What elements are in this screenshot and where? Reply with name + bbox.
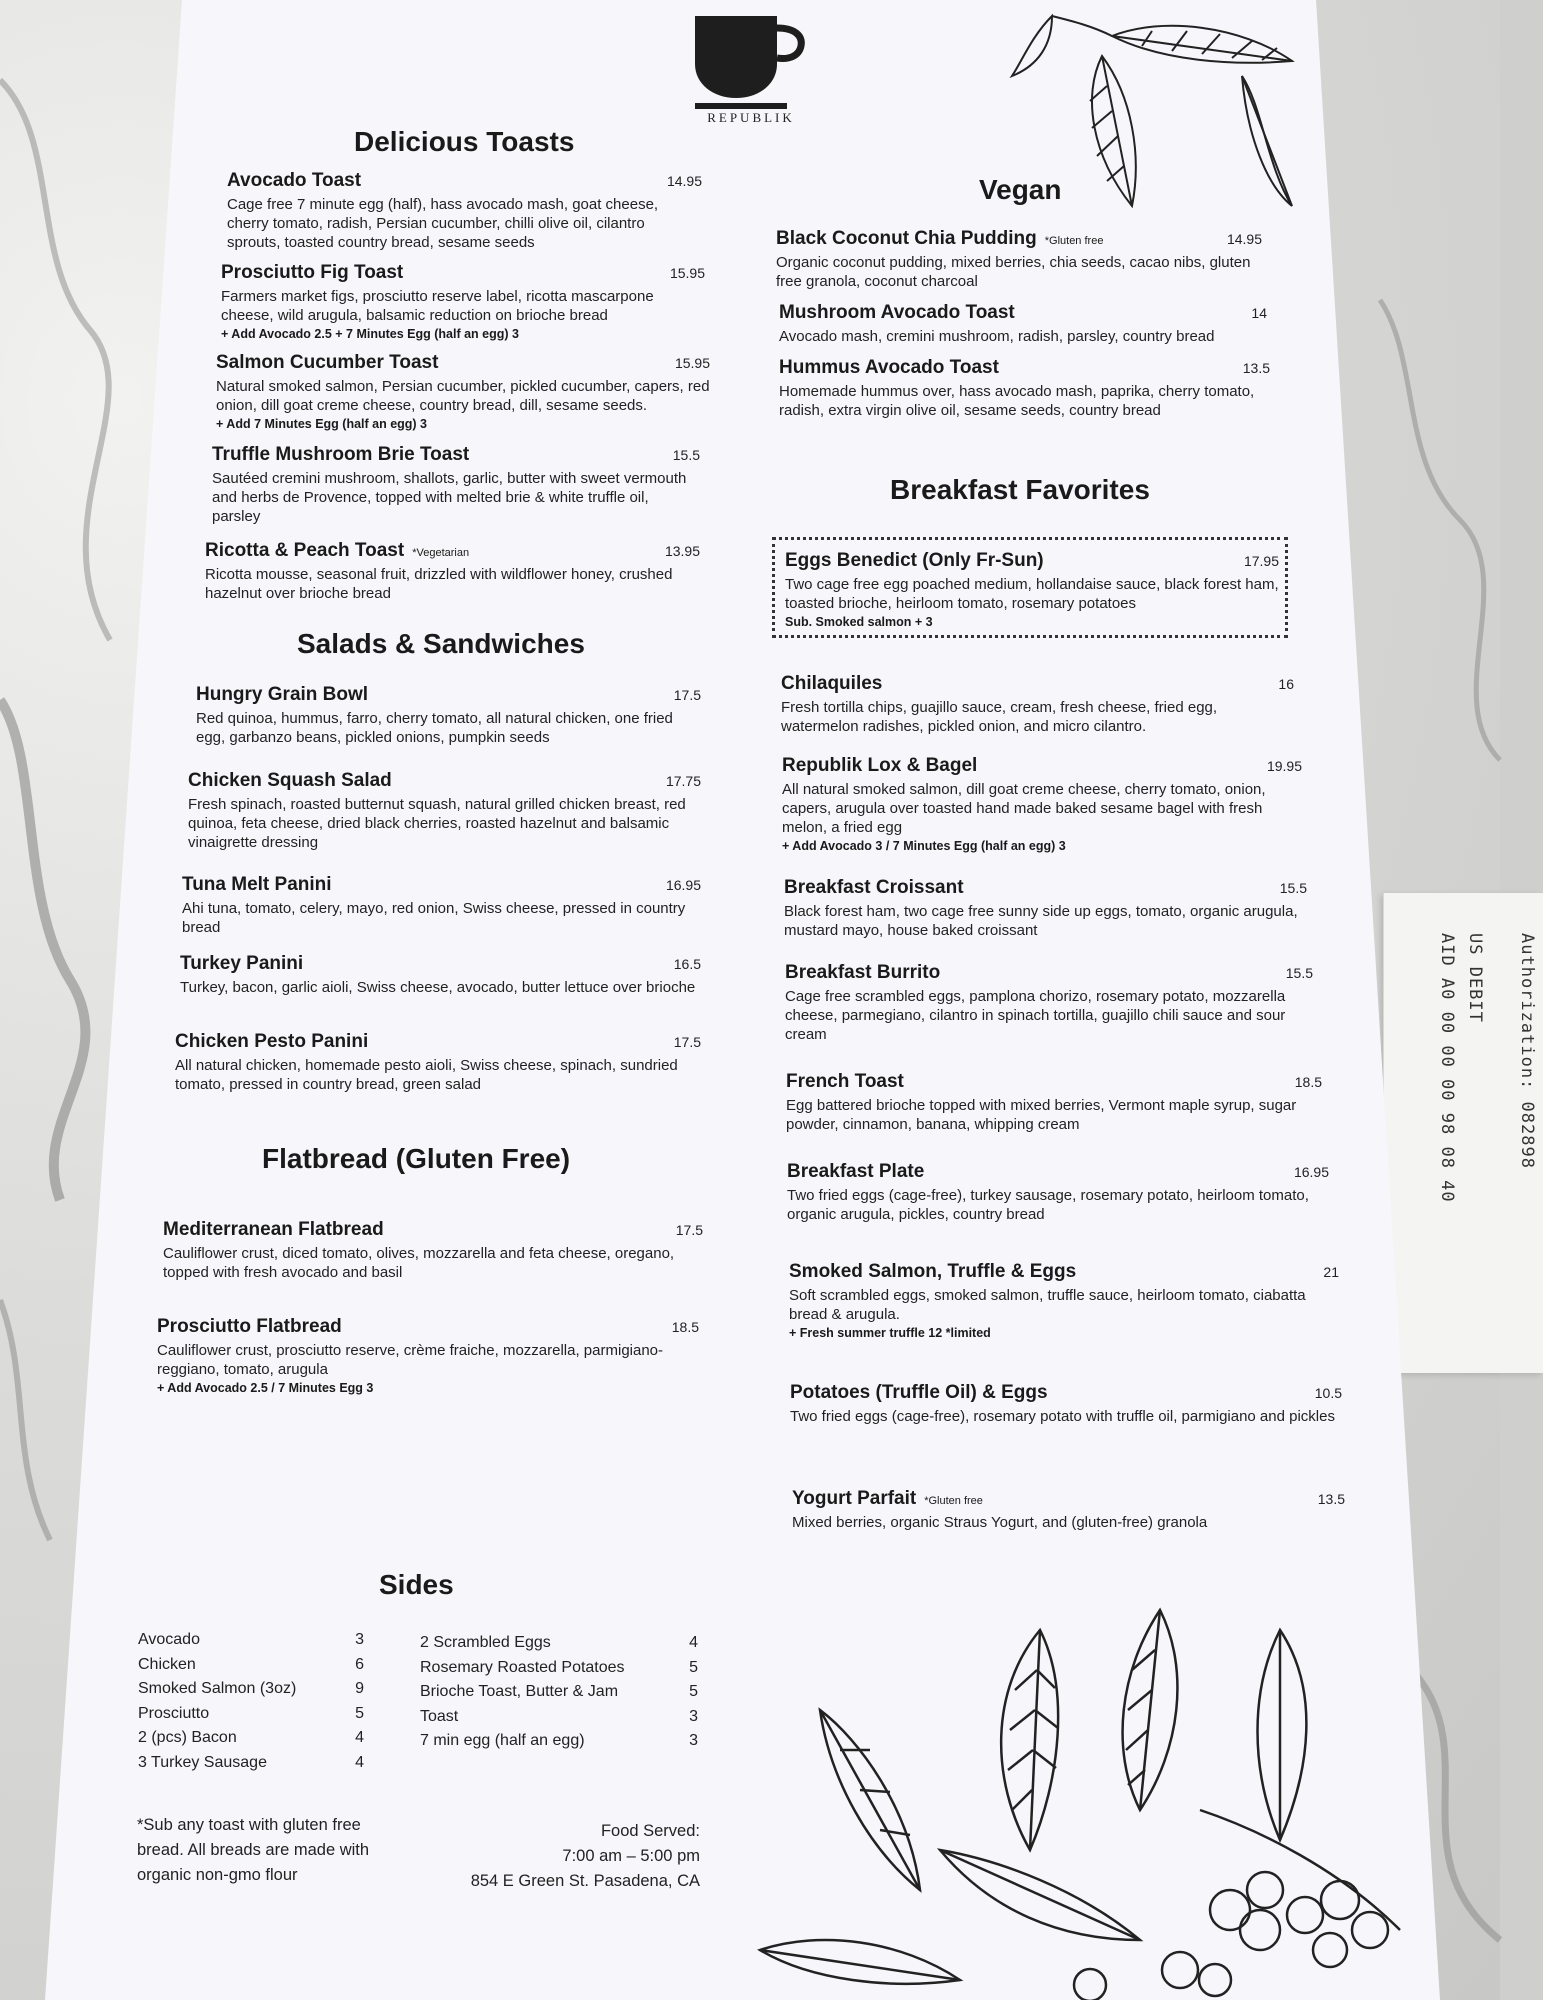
side-name: Prosciutto: [138, 1704, 210, 1722]
side-price: 4: [355, 1753, 364, 1771]
menu-item-breakfast-plate: [787, 1161, 1329, 1224]
item-price: 21: [1323, 1264, 1339, 1280]
side-price: 4: [689, 1634, 698, 1651]
menu-item-truffle-mushroom-brie-toast: [212, 444, 700, 526]
item-name: Tuna Melt Panini: [182, 874, 332, 895]
side-item: [420, 1729, 698, 1754]
item-description: Two fried eggs (cage-free), turkey sausage, rosemary potato, heirloom tomato, organic arugula, pickles, country bread: [787, 1187, 1309, 1223]
item-description: Avocado mash, cremini mushroom, radish, parsley, country bread: [779, 328, 1215, 345]
item-description: Natural smoked salmon, Persian cucumber, pickled cucumber, capers, red onion, dill goat creme cheese, country bread, dill, sesame seeds.: [216, 378, 710, 414]
item-description: Two cage free egg poached medium, hollandaise sauce, black forest ham, toasted brioche, heirloom tomato, rosemary potatoes: [785, 576, 1279, 612]
section-title-toasts: Delicious Toasts: [354, 126, 575, 157]
menu-item-ricotta-peach-toast: [205, 540, 700, 603]
side-name: 2 Scrambled Eggs: [420, 1634, 551, 1651]
side-item: [138, 1628, 364, 1653]
item-price: 15.95: [669, 265, 705, 281]
brand-name: REPUBLIK: [707, 110, 795, 125]
item-name: French Toast: [786, 1071, 904, 1092]
item-name: Eggs Benedict (Only Fr-Sun): [785, 550, 1044, 571]
side-name: Avocado: [138, 1631, 200, 1648]
item-name: Smoked Salmon, Truffle & Eggs: [789, 1261, 1077, 1282]
item-description: Egg battered brioche topped with mixed berries, Vermont maple syrup, sugar powder, cinnamon, banana, whipping cream: [786, 1097, 1297, 1133]
item-price: 18.5: [1294, 1074, 1322, 1090]
item-name: Chicken Squash Salad: [188, 770, 392, 791]
menu-item-hummus-avocado-toast: [779, 357, 1270, 420]
side-name: 3 Turkey Sausage: [138, 1753, 267, 1771]
item-price: 15.95: [674, 355, 710, 371]
side-price: 3: [689, 1707, 698, 1725]
side-item: [138, 1726, 364, 1751]
menu-item-hungry-grain-bowl: [196, 684, 701, 747]
item-price: 15.5: [1285, 965, 1313, 981]
item-description: Cage free 7 minute egg (half), hass avocado mash, goat cheese, cherry tomato, radish, Persian cucumber, chilli olive oil, cilantro sprouts, toasted country bread, sesame seeds: [227, 196, 659, 251]
item-description: Two fried eggs (cage-free), rosemary potato with truffle oil, parmigiano and pickles: [790, 1408, 1335, 1425]
item-name: Hummus Avocado Toast: [779, 357, 999, 378]
republik-logo: [693, 14, 809, 126]
section-title-vegan: Vegan: [979, 174, 1062, 205]
item-name: Republik Lox & Bagel: [782, 755, 978, 776]
item-price: 17.75: [665, 773, 701, 789]
item-name: Chicken Pesto Panini: [175, 1031, 369, 1052]
section-title-salads: Salads & Sandwiches: [297, 628, 585, 659]
note-line: bread. All breads are made with: [137, 1841, 370, 1859]
item-price: 13.5: [1317, 1491, 1345, 1507]
item-addon: + Add Avocado 2.5 + 7 Minutes Egg (half an egg) 3: [221, 327, 519, 341]
side-name: Rosemary Roasted Potatoes: [420, 1658, 625, 1676]
item-price: 14.95: [1226, 231, 1262, 247]
item-name: Breakfast Croissant: [784, 877, 964, 898]
item-name: Salmon Cucumber Toast: [216, 352, 439, 373]
side-item: [138, 1653, 364, 1678]
receipt: [1383, 893, 1543, 1373]
item-description: Black forest ham, two cage free sunny side up eggs, tomato, organic arugula, mustard mayo, house baked croissant: [784, 903, 1298, 939]
menu-item-breakfast-burrito: [785, 962, 1313, 1044]
menu-item-eggs-benedict: [772, 537, 1288, 638]
menu-item-chicken-squash-salad: [188, 770, 701, 852]
side-item: [420, 1656, 698, 1681]
side-item: [420, 1705, 698, 1730]
item-description: Sautéed cremini mushroom, shallots, garlic, butter with sweet vermouth and herbs de Provence, topped with melted brie & white truffle oil, parsley: [212, 470, 687, 525]
item-description: Organic coconut pudding, mixed berries, chia seeds, cacao nibs, gluten free granola, coconut charcoal: [776, 254, 1251, 290]
side-item: [138, 1702, 364, 1727]
item-name: Mushroom Avocado Toast: [779, 302, 1015, 323]
note-line: *Sub any toast with gluten free: [137, 1816, 361, 1834]
item-description: Homemade hummus over, hass avocado mash, paprika, cherry tomato, radish, extra virgin olive oil, sesame seeds, country bread: [779, 383, 1255, 419]
item-price: 16.95: [1293, 1164, 1329, 1180]
menu-item-potatoes-truffle-eggs: [790, 1382, 1342, 1426]
side-name: 2 (pcs) Bacon: [138, 1729, 237, 1746]
item-description: Fresh spinach, roasted butternut squash, natural grilled chicken breast, red quinoa, feta cheese, dried black cherries, roasted hazelnut and balsamic vinaigrette dressing: [188, 796, 686, 851]
note-line: organic non-gmo flour: [137, 1866, 298, 1884]
menu-item-turkey-panini: [180, 953, 701, 997]
side-price: 5: [689, 1683, 698, 1700]
item-description: Cauliflower crust, prosciutto reserve, crème fraiche, mozzarella, parmigiano-reggiano, tomato, arugula: [157, 1342, 664, 1378]
item-description: Red quinoa, hummus, farro, cherry tomato, all natural chicken, one fried egg, garbanzo beans, pickled onions, pumpkin seeds: [196, 710, 673, 746]
item-price: 16.95: [665, 877, 701, 893]
side-name: Chicken: [138, 1655, 196, 1673]
sides-list-left: [138, 1628, 364, 1775]
side-item: [420, 1631, 698, 1656]
side-name: Toast: [420, 1707, 459, 1725]
item-description: Fresh tortilla chips, guajillo sauce, cream, fresh cheese, fried egg, watermelon radishes, pickled onion, and micro cilantro.: [781, 699, 1218, 735]
item-description: Ahi tuna, tomato, celery, mayo, red onion, Swiss cheese, pressed in country bread: [182, 900, 686, 936]
item-name: Mediterranean Flatbread: [163, 1219, 384, 1240]
item-description: Farmers market figs, prosciutto reserve label, ricotta mascarpone cheese, wild arugula, balsamic reduction on brioche bread: [221, 288, 654, 324]
item-price: 17.5: [673, 1034, 701, 1050]
receipt-authorization: Authorization: 082898: [1517, 933, 1537, 1169]
food-served-info: [420, 1819, 700, 1894]
coffee-cup-icon: [693, 14, 809, 110]
section-title-flatbread: Flatbread (Gluten Free): [262, 1143, 571, 1174]
receipt-card-type: US DEBIT: [1465, 933, 1485, 1023]
served-line: Food Served:: [600, 1822, 700, 1840]
menu-item-prosciutto-flatbread: [157, 1316, 699, 1395]
sides-list-right: [420, 1631, 698, 1754]
item-description: Mixed berries, organic Straus Yogurt, and (gluten-free) granola: [792, 1514, 1208, 1531]
item-name: Prosciutto Flatbread: [157, 1316, 342, 1337]
item-price: 14: [1251, 305, 1267, 321]
coffee-plant-illustration: [760, 1610, 1420, 2000]
item-name: Chilaquiles: [781, 673, 883, 694]
side-price: 6: [355, 1655, 364, 1673]
item-name: Yogurt Parfait: [792, 1488, 917, 1509]
side-price: 5: [355, 1704, 364, 1722]
side-name: Smoked Salmon (3oz): [138, 1680, 297, 1697]
item-price: 10.5: [1314, 1385, 1342, 1401]
item-price: 13.5: [1242, 360, 1270, 376]
side-price: 3: [689, 1732, 698, 1749]
item-tag: *Gluten free: [924, 1495, 983, 1507]
side-price: 5: [689, 1658, 698, 1676]
item-description: Soft scrambled eggs, smoked salmon, truffle sauce, heirloom tomato, ciabatta bread & arugula.: [789, 1287, 1306, 1323]
item-tag: *Vegetarian: [412, 547, 470, 559]
menu-item-smoked-salmon-truffle-eggs: [789, 1261, 1339, 1340]
side-name: Brioche Toast, Butter & Jam: [420, 1683, 619, 1700]
menu-item-prosciutto-fig-toast: [221, 262, 705, 341]
gluten-free-note: [137, 1813, 369, 1888]
menu-item-mushroom-avocado-toast: [779, 302, 1267, 346]
item-price: 15.5: [672, 447, 700, 463]
item-name: Potatoes (Truffle Oil) & Eggs: [790, 1382, 1048, 1403]
item-tag: *Gluten free: [1044, 235, 1104, 247]
menu-item-chicken-pesto-panini: [175, 1031, 701, 1094]
side-price: 3: [355, 1631, 364, 1648]
item-price: 15.5: [1279, 880, 1307, 896]
item-price: 17.95: [1243, 553, 1279, 569]
item-price: 19.95: [1266, 758, 1302, 774]
section-title-sides: Sides: [379, 1569, 454, 1600]
item-description: Cauliflower crust, diced tomato, olives, mozzarella and feta cheese, oregano, topped with fresh avocado and basil: [163, 1245, 675, 1281]
menu-item-yogurt-parfait: [792, 1488, 1345, 1532]
item-description: Ricotta mousse, seasonal fruit, drizzled with wildflower honey, crushed hazelnut over brioche bread: [205, 566, 673, 602]
item-name: Ricotta & Peach Toast: [205, 540, 405, 561]
item-addon: + Fresh summer truffle 12 *limited: [789, 1326, 991, 1340]
menu-item-french-toast: [786, 1071, 1322, 1134]
menu-item-mediterranean-flatbread: [163, 1219, 703, 1282]
item-price: 17.5: [673, 687, 701, 703]
item-name: Hungry Grain Bowl: [196, 684, 369, 705]
side-item: [420, 1680, 698, 1705]
item-description: Cage free scrambled eggs, pamplona chorizo, rosemary potato, mozzarella cheese, parmegiano, cilantro in spinach tortilla, guajillo chili sauce and sour cream: [785, 988, 1286, 1043]
item-name: Prosciutto Fig Toast: [221, 262, 404, 283]
menu-item-avocado-toast: [227, 170, 702, 252]
item-price: 16: [1278, 676, 1294, 692]
item-addon: + Add Avocado 3 / 7 Minutes Egg (half an egg) 3: [782, 839, 1066, 853]
side-item: [138, 1751, 364, 1776]
item-description: Turkey, bacon, garlic aioli, Swiss cheese, avocado, butter lettuce over brioche: [180, 979, 696, 996]
item-addon: Sub. Smoked salmon + 3: [785, 615, 933, 629]
side-item: [138, 1677, 364, 1702]
item-name: Breakfast Burrito: [785, 962, 941, 983]
item-description: All natural smoked salmon, dill goat creme cheese, cherry tomato, onion, capers, arugula over toasted hand made baked sesame bagel with fresh melon, a fried egg: [782, 781, 1266, 836]
menu-item-black-coconut-chia-pudding: [776, 228, 1262, 291]
item-price: 17.5: [675, 1222, 703, 1238]
side-name: 7 min egg (half an egg): [420, 1732, 585, 1749]
side-price: 9: [355, 1680, 364, 1697]
item-name: Avocado Toast: [227, 170, 362, 191]
menu-item-chilaquiles: [781, 673, 1294, 736]
item-name: Black Coconut Chia Pudding: [776, 228, 1037, 249]
menu-item-republik-lox-bagel: [782, 755, 1302, 853]
item-price: 16.5: [673, 956, 701, 972]
side-price: 4: [355, 1729, 364, 1746]
item-addon: + Add Avocado 2.5 / 7 Minutes Egg 3: [157, 1381, 374, 1395]
item-name: Turkey Panini: [180, 953, 304, 974]
receipt-aid: AID A0 00 00 00 98 08 40: [1437, 933, 1457, 1203]
item-price: 13.95: [664, 543, 700, 559]
menu-item-salmon-cucumber-toast: [216, 352, 710, 431]
menu-item-breakfast-croissant: [784, 877, 1307, 940]
served-line: 854 E Green St. Pasadena, CA: [470, 1872, 700, 1890]
item-price: 18.5: [671, 1319, 699, 1335]
item-name: Truffle Mushroom Brie Toast: [212, 444, 470, 465]
served-line: 7:00 am – 5:00 pm: [562, 1847, 700, 1865]
menu-item-tuna-melt-panini: [182, 874, 701, 937]
item-description: All natural chicken, homemade pesto aioli, Swiss cheese, spinach, sundried tomato, pressed in country bread, green salad: [175, 1057, 678, 1093]
item-price: 14.95: [666, 173, 702, 189]
item-name: Breakfast Plate: [787, 1161, 925, 1182]
section-title-breakfast: Breakfast Favorites: [890, 474, 1150, 505]
item-addon: + Add 7 Minutes Egg (half an egg) 3: [216, 417, 428, 431]
